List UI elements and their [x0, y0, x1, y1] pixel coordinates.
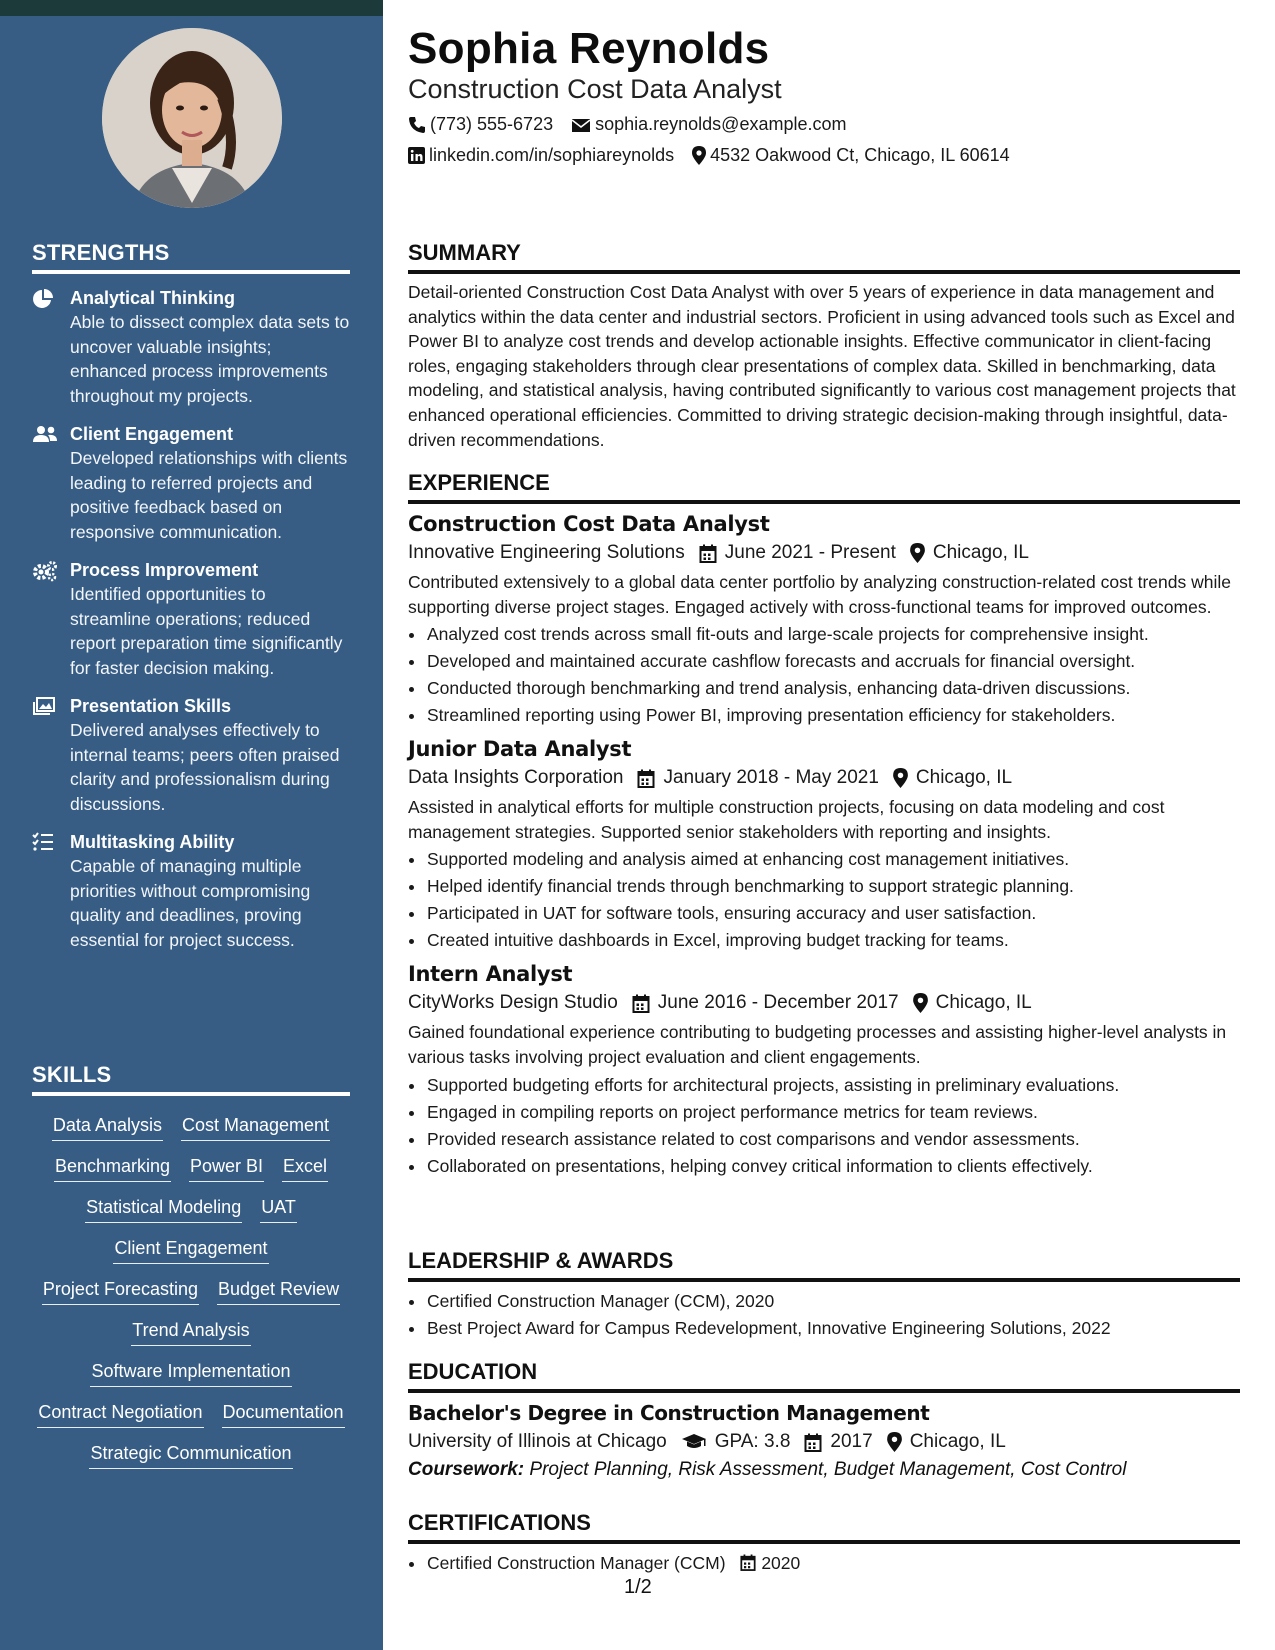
- sidebar: [0, 0, 383, 1650]
- strength-desc: Identified opportunities to streamline operations; reduced report preparation time significantly for faster decision making.: [70, 584, 343, 678]
- job-dates-text: June 2021 - Present: [724, 542, 896, 563]
- job-location: [910, 542, 1029, 564]
- candidate-title: Construction Cost Data Analyst: [408, 74, 782, 104]
- summary-heading: SUMMARY: [408, 240, 1240, 274]
- map-pin-icon: [692, 146, 706, 165]
- strength-title: Client Engagement: [70, 424, 234, 444]
- school-name: University of Illinois at Chicago: [408, 1431, 667, 1452]
- job-company: Data Insights Corporation: [408, 767, 624, 789]
- pie-chart-icon: [32, 288, 56, 308]
- skill-tag: Strategic Communication: [89, 1440, 292, 1469]
- map-pin-icon: [893, 768, 908, 788]
- job-location: [893, 767, 1012, 789]
- list-item: • Certified Construction Manager (CCM), 2020: [426, 1288, 1240, 1315]
- strength-title: Presentation Skills: [70, 696, 232, 716]
- education-meta: [408, 1431, 1240, 1453]
- email-text: sophia.reynolds@example.com: [595, 114, 847, 134]
- skill-tag: Software Implementation: [90, 1358, 291, 1387]
- job-dates: [637, 767, 878, 789]
- skill-tag: Documentation: [222, 1399, 345, 1428]
- calendar-icon: [637, 769, 655, 788]
- address-text: 4532 Oakwood Ct, Chicago, IL 60614: [710, 145, 1010, 165]
- gpa: [681, 1431, 791, 1453]
- skill-tag: Budget Review: [217, 1276, 340, 1305]
- summary-text: Detail-oriented Construction Cost Data Analyst with over 5 years of experience in data management and analytics within the data center and industrial sectors. Proficient in using advanced tools such as Excel and Power BI to analyze cost trends and develop actionable insights. Effective communicator in client-facing roles, engaging stakeholders through clear presentations of complex data. Skilled in benchmarking, data modeling, and statistical analysis, having contributed significantly to various cost management projects that enhanced operational efficiencies. Committed to driving strategic decision-making through insightful, data-driven recommendations.: [408, 282, 1236, 450]
- job-company: CityWorks Design Studio: [408, 992, 618, 1014]
- list-item: • Helped identify financial trends through benchmarking to support strategic planning.: [426, 873, 1240, 900]
- calendar-icon: [804, 1433, 822, 1452]
- job-bullets: [408, 621, 1240, 729]
- list-item: • Streamlined reporting using Power BI, improving presentation efficiency for stakeholders.: [426, 702, 1240, 729]
- education-location-text: Chicago, IL: [909, 1431, 1006, 1452]
- list-item: • Collaborated on presentations, helping convey critical information to clients effectively.: [426, 1153, 1240, 1180]
- list-item: • Created intuitive dashboards in Excel, improving budget tracking for teams.: [426, 927, 1240, 954]
- job-dates: [699, 542, 896, 564]
- year-text: 2017: [830, 1431, 873, 1452]
- linkedin-icon: [408, 147, 425, 164]
- job-company: Innovative Engineering Solutions: [408, 542, 685, 563]
- skills-section: [32, 1062, 350, 1469]
- strengths-heading: STRENGTHS: [32, 240, 350, 274]
- education-section: [408, 1359, 1240, 1481]
- job-title: Construction Cost Data Analyst: [408, 512, 770, 536]
- page-number: 1/2: [624, 1576, 652, 1598]
- sidebar-top-bar: [0, 0, 383, 16]
- skill-tag: Project Forecasting: [42, 1276, 199, 1305]
- skill-tag: Contract Negotiation: [37, 1399, 203, 1428]
- calendar-icon: [740, 1554, 756, 1571]
- strength-title: Analytical Thinking: [70, 288, 236, 308]
- skills-list: [32, 1112, 350, 1469]
- certification-year: 2020: [761, 1553, 801, 1573]
- education-heading: EDUCATION: [408, 1359, 1240, 1393]
- job-location: [913, 992, 1032, 1014]
- strength-item: [32, 422, 350, 544]
- calendar-icon: [699, 544, 717, 563]
- strengths-section: [32, 240, 350, 952]
- list-item: • Best Project Award for Campus Redevelopment, Innovative Engineering Solutions, 2022: [426, 1315, 1240, 1342]
- email-contact[interactable]: [571, 114, 846, 135]
- envelope-icon: [571, 117, 591, 133]
- job-meta: [408, 542, 1240, 564]
- graduation-year: [804, 1431, 872, 1453]
- images-icon: [32, 696, 56, 716]
- list-item: • Analyzed cost trends across small fit-outs and large-scale projects for comprehensive insight.: [426, 621, 1240, 648]
- skills-heading: SKILLS: [32, 1062, 350, 1096]
- job-description: Gained foundational experience contributing to budgeting processes and assisting higher-level analysts in various tasks involving project evaluation and client engagements.: [408, 1022, 1227, 1067]
- leadership-heading: LEADERSHIP & AWARDS: [408, 1248, 1240, 1282]
- gpa-text: GPA: 3.8: [714, 1431, 791, 1452]
- address-contact: [692, 145, 1010, 166]
- experience-heading: EXPERIENCE: [408, 470, 1240, 504]
- skill-tag: Trend Analysis: [131, 1317, 250, 1346]
- job-bullets: [408, 1072, 1240, 1180]
- strength-desc: Developed relationships with clients leading to referred projects and positive feedback based on responsive communication.: [70, 448, 348, 542]
- contact-row: [408, 114, 865, 135]
- strength-item: [32, 558, 350, 680]
- task-list-icon: [32, 832, 56, 852]
- list-item: • Developed and maintained accurate cashflow forecasts and accruals for financial oversight.: [426, 648, 1240, 675]
- list-item: • Participated in UAT for software tools, ensuring accuracy and user satisfaction.: [426, 900, 1240, 927]
- job-dates-text: June 2016 - December 2017: [657, 992, 899, 1014]
- job-entry: [408, 512, 1240, 729]
- list-item: [426, 1550, 1240, 1577]
- skill-tag: Statistical Modeling: [85, 1194, 242, 1223]
- map-pin-icon: [887, 1432, 902, 1452]
- linkedin-text: linkedin.com/in/sophiareynolds: [429, 145, 675, 165]
- contact-row: [408, 145, 1028, 166]
- phone-icon: [408, 116, 426, 134]
- job-dates-text: January 2018 - May 2021: [663, 767, 879, 789]
- experience-section: [408, 470, 1240, 1180]
- coursework: [408, 1459, 1240, 1481]
- certification-name: Certified Construction Manager (CCM): [427, 1553, 726, 1573]
- job-location-text: Chicago, IL: [935, 992, 1032, 1014]
- skill-tag: Excel: [282, 1153, 328, 1182]
- map-pin-icon: [910, 543, 925, 563]
- job-title: Intern Analyst: [408, 962, 573, 987]
- skill-tag: Client Engagement: [113, 1235, 268, 1264]
- skill-tag: Power BI: [189, 1153, 264, 1182]
- calendar-icon: [632, 994, 650, 1013]
- users-icon: [32, 424, 56, 444]
- list-item: • Supported modeling and analysis aimed at enhancing cost management initiatives.: [426, 846, 1240, 873]
- job-location-text: Chicago, IL: [915, 767, 1013, 789]
- candidate-name: Sophia Reynolds: [408, 24, 770, 73]
- job-entry: [408, 962, 1240, 1179]
- list-item: • Conducted thorough benchmarking and trend analysis, enhancing data-driven discussions.: [426, 675, 1240, 702]
- job-meta: [408, 767, 1240, 789]
- skill-tag: UAT: [260, 1194, 297, 1223]
- job-entry: [408, 737, 1240, 954]
- job-description: Contributed extensively to a global data center portfolio by analyzing construction-related cost trends while supporting diverse project stages. Engaged actively with cross-functional teams for improved outcomes.: [408, 572, 1231, 617]
- leadership-list: [408, 1288, 1240, 1342]
- certifications-section: [408, 1510, 1240, 1577]
- education-location: [887, 1431, 1006, 1453]
- job-description: Assisted in analytical efforts for multiple construction projects, focusing on data modeling and cost management strategies. Supported senior stakeholders with reporting and insights.: [408, 797, 1165, 842]
- skill-tag: Data Analysis: [52, 1112, 163, 1141]
- strength-title: Multitasking Ability: [70, 832, 235, 852]
- job-location-text: Chicago, IL: [932, 542, 1029, 563]
- graduation-cap-icon: [681, 1433, 707, 1451]
- list-item: • Supported budgeting efforts for architectural projects, assisting in preliminary evaluations.: [426, 1072, 1240, 1099]
- leadership-section: [408, 1248, 1240, 1342]
- strength-item: [32, 694, 350, 816]
- summary-section: [408, 240, 1240, 452]
- strength-desc: Able to dissect complex data sets to uncover valuable insights; enhanced process improvements throughout my projects.: [70, 312, 350, 406]
- degree-title: Bachelor's Degree in Construction Management: [408, 1401, 930, 1425]
- skill-tag: Cost Management: [181, 1112, 330, 1141]
- certifications-heading: CERTIFICATIONS: [408, 1510, 1240, 1544]
- phone-contact[interactable]: [408, 114, 553, 135]
- job-title: Junior Data Analyst: [408, 737, 632, 762]
- strength-item: [32, 286, 350, 408]
- gears-icon: [32, 560, 56, 580]
- profile-photo: [102, 28, 282, 208]
- map-pin-icon: [913, 993, 928, 1013]
- strength-desc: Delivered analyses effectively to internal teams; peers often praised clarity and professionalism during discussions.: [70, 720, 340, 814]
- job-bullets: [408, 846, 1240, 954]
- job-meta: [408, 992, 1240, 1014]
- coursework-label: Coursework:: [408, 1459, 525, 1480]
- skill-tag: Benchmarking: [54, 1153, 171, 1182]
- phone-text: (773) 555-6723: [430, 114, 554, 134]
- list-item: • Engaged in compiling reports on project performance metrics for team reviews.: [426, 1099, 1240, 1126]
- linkedin-contact[interactable]: [408, 145, 674, 166]
- strength-item: [32, 830, 350, 952]
- list-item: • Provided research assistance related to cost comparisons and vendor assessments.: [426, 1126, 1240, 1153]
- strength-title: Process Improvement: [70, 560, 259, 580]
- certifications-list: [408, 1550, 1240, 1577]
- job-dates: [632, 992, 899, 1014]
- coursework-text: Project Planning, Risk Assessment, Budget Management, Cost Control: [529, 1459, 1127, 1480]
- strength-desc: Capable of managing multiple priorities without compromising quality and deadlines, proving essential for project success.: [70, 856, 311, 950]
